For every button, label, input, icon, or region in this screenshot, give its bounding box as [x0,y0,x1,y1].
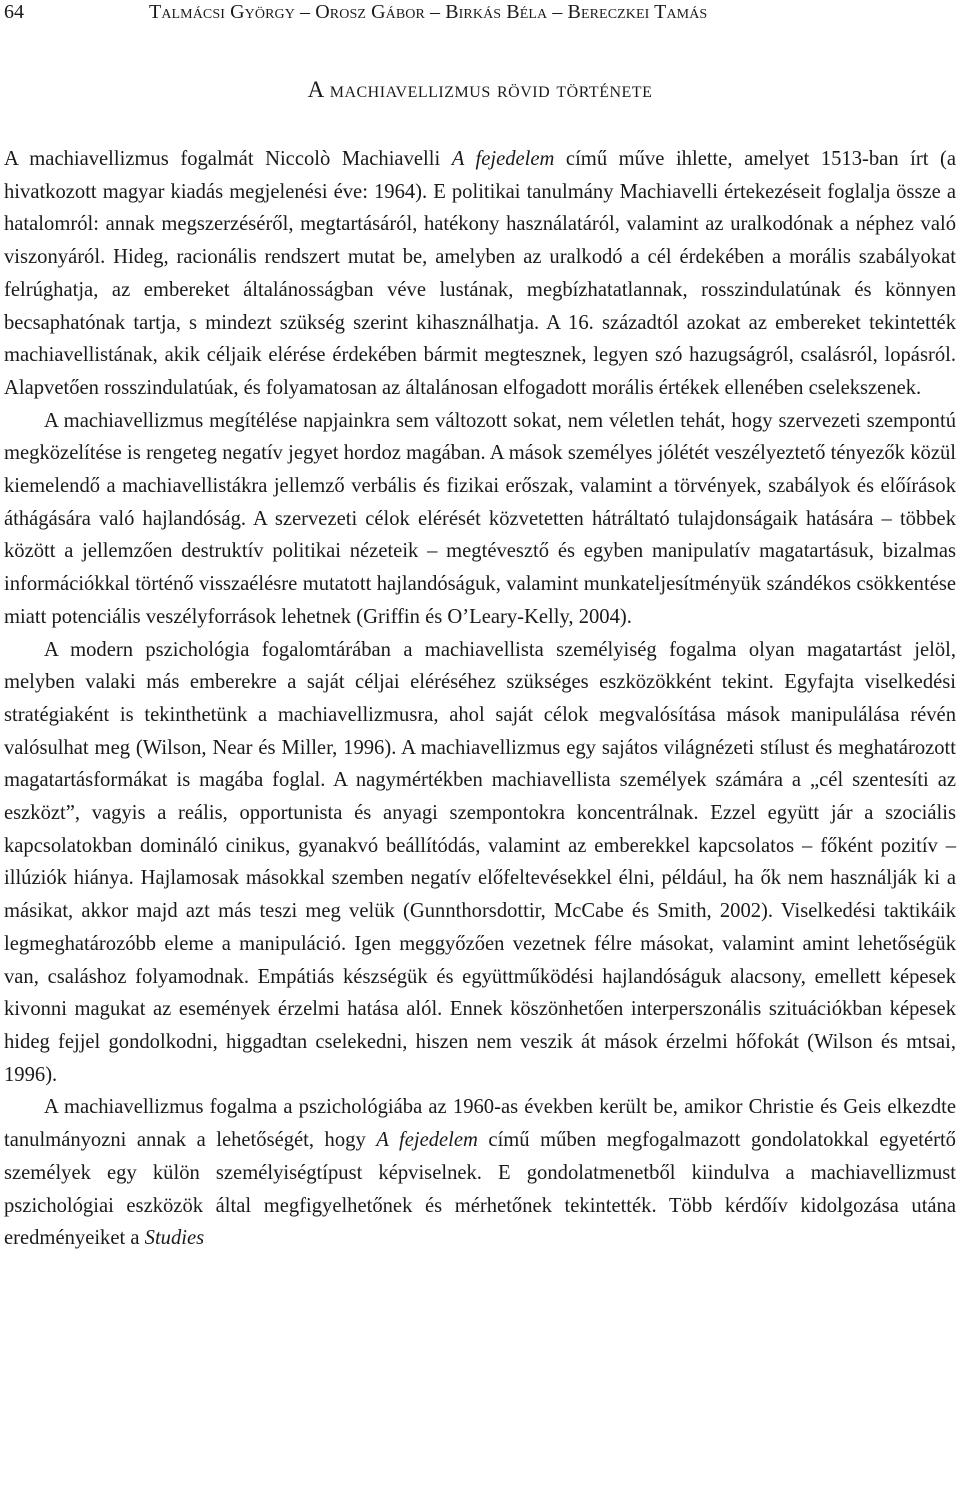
paragraph-3: A modern pszichológia fogalomtárában a machiavellista személyiség fogalma olyan magatartást jelöl, melyben valaki más emberekre a saját céljai eléréséhez szükséges eszközökként tekint. Egyfajta viselkedési stratégiaként is tekinthetünk a machiavellizmusra, ahol saját célok megvalósítása mások manipulálása révén valósulhat meg (Wilson, Near és Miller, 1996). A machiavellizmus egy sajátos világnézeti stílust és meghatározott magatartásformákat is magába foglal. A nagymértékben machiavellista személyek számára a „cél szentesíti az eszközt”, vagyis a reális, opportunista és anyagi szempontokra koncentrálnak. Ezzel együtt jár a szociális kapcsolatokban domináló cinikus, gyanakvó beállítódás, valamint az emberekkel kapcsolatos – főként pozitív – illúziók hiánya. Hajlamosak másokkal szemben negatív előfeltevésekkel élni, például, ha ők nem használják ki a másikat, akkor majd azt más teszi meg velük (Gunnthorsdottir, McCabe és Smith, 2002). Viselkedési taktikáik legmeghatározóbb eleme a manipuláció. Igen meggyőzően vezetnek félre másokat, valamint amint lehetőségük van, csaláshoz folyamodnak. Empátiás készségük és együttműködési hajlandóságuk alacsony, emellett képesek kivonni magukat az események érzelmi hatása alól. Ennek köszönhetően interperszonális szituációkban képesek hideg fejjel gondolkodni, higgadtan cselekedni, hiszen nem veszik át mások érzelmi hőfokát (Wilson és mtsai, 1996). [4,638,956,1086]
paragraph-1-text-b: című műve ihlette, amelyet 1513-ban írt (a hivatkozott magyar kiadás megjelenési éve: 1964). E politikai tanulmány Machiavelli értekezéseit foglalja össze a hatalomról: annak megszerzéséről, megtartásáról, hatékony használatáról, valamint az uralkodónak a néphez való viszonyáról. Hideg, racionális rendszert mutat be, amelyben az uralkodó a cél érdekében a morális szabályokat felrúghatja, az embereket általánosságban véve lustának, megbízhatatlannak, rosszindulatúnak és könnyen becsaphatónak tartja, s mindezt szükség szerint kihasználhatja. A 16. századtól azokat az embereket tekintették machiavellistának, akik céljaik elérése érdekében bármit megtesznek, legyen szó hazugságról, csalásról, lopásról. Alapvetően rosszindulatúak, és folyamatosan az általánosan elfogadott morális értékek ellenében cselekszenek. [4,148,956,399]
paragraph-1-text-a: A machiavellizmus fogalmát Niccolò Machiavelli [4,148,452,170]
paragraph-1-book-title: A fejedelem [451,148,555,170]
page-number: 64 [4,1,24,23]
section-title: A machiavellizmus rövid története [307,77,653,102]
paragraph-1 [4,143,956,405]
running-header [4,0,956,30]
paragraph-4-book-title: A fejedelem [376,1129,478,1152]
paragraph-4-text-a: A machiavellizmus fogalma a pszichológiába az 1960-as években került be, amikor Christie és Geis elkezdte tanulmányozni annak a lehetőségét, hogy [4,1096,956,1152]
paragraph-4 [4,1091,956,1255]
running-head-authors: Talmácsi György – Orosz Gábor – Birkás Béla – Bereczkei Tamás [149,1,708,23]
paragraph-4-journal-title: Studies [144,1227,205,1250]
body-text [4,143,956,1255]
paragraph-2: A machiavellizmus megítélése napjainkra sem változott sokat, nem véletlen tehát, hogy szervezeti szempontú megközelítése is rengeteg negatív jegyet hordoz magában. A mások személyes jólétét veszélyeztető tényezők közül kiemelendő a machiavellistákra jellemző verbális és fizikai erőszak, valamint a törvények, szabályok és előírások áthágására való hajlandóság. A szervezeti célok elérését közvetetten hátráltató tulajdonságaik hatására – többek között a jellemzően destruktív politikai nézeteik – megtévesztő és egyben manipulatív magatartásuk, bizalmas információkkal történő visszaélésre mutatott hajlandóságuk, valamint munkateljesítményük szándékos csökkentése miatt potenciális veszélyforrások lehetnek (Griffin és O’Leary-Kelly, 2004). [4,409,956,628]
paragraph-4-text-b: című műben megfogalmazott gondolatokkal egyetértő személyek egy külön személyiségtípust képviselnek. E gondolatmenetből kiindulva a machiavellizmust pszichológiai eszközök által megfigyelhetőnek és mérhetőnek tekintették. Több kérdőív kidolgozása utána eredményeiket a [4,1129,956,1250]
